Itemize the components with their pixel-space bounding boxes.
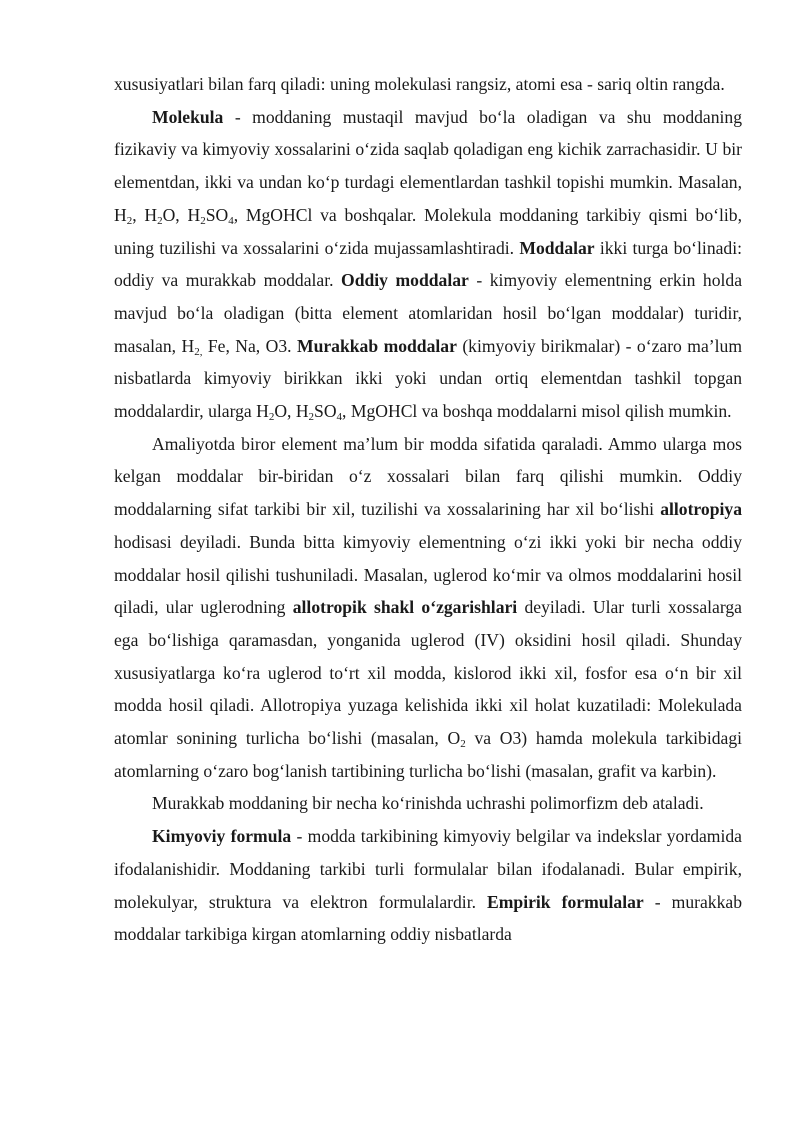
text-run: SO [314, 401, 337, 422]
bold-term: Moddalar [519, 237, 595, 258]
text-run: Amaliyotda biror element ma’lum bir modda sifatida qaraladi. Ammo ularga mos kelgan moddalar bir-biridan oʻz xossalari bilan farq qilishi mumkin. Oddiy moddalarning sifat tarkibi bir xil, tuzilishi va xossalarining har xil boʻlishi [114, 433, 742, 520]
text-run: ikki turga boʻlinadi: oddiy va murakkab moddalar. [114, 237, 742, 291]
text-run: - murakkab moddalar tarkibiga kirgan atomlarning oddiy nisbatlarda [114, 891, 742, 945]
bold-term: allotropik shakl oʻzgarishlari [292, 597, 518, 618]
bold-term: Kimyoviy formula [152, 826, 292, 847]
text-run: , MgOHCl va boshqa moddalarni misol qilish mumkin. [342, 401, 732, 422]
bold-term: Molekula [152, 106, 224, 127]
document-page [114, 68, 742, 951]
subscript: 4 [228, 214, 234, 227]
text-run: - moddaning mustaqil mavjud boʻla oladigan va shu moddaning fizikaviy va kimyoviy xossalarini oʻzida saqlab qoladigan eng kichik zarrachasidir. U bir elementdan, ikki va undan koʻp turdagi elementlardan tashkil topishi mumkin. Masalan, H [114, 106, 742, 225]
text-run: - modda tarkibining kimyoviy belgilar va indekslar yordamida ifodalanishidir. Moddaning tarkibi turli formulalar bilan ifodalanadi. Bular empirik, molekulyar, struktura va elektron formulalardir. [114, 826, 742, 912]
subscript: 4 [336, 411, 343, 424]
bold-term: Murakkab moddalar [296, 335, 457, 356]
text-run: hodisasi deyiladi. Bunda bitta kimyoviy elementning oʻzi ikki yoki bir necha oddiy moddalar hosil qilishi tushuniladi. Masalan, uglerod koʻmir va olmos moddalarini hosil qiladi, ular uglerodning [114, 531, 742, 618]
bold-term: Oddiy moddalar [341, 270, 469, 291]
paragraph-molekula [114, 101, 742, 428]
paragraph-polimorfizm [114, 787, 742, 820]
text-run: Fe, Na, O3. [202, 335, 297, 356]
text-run: xususiyatlari bilan farq qiladi: uning molekulasi rangsiz, atomi esa - sariq oltin rangda. [114, 74, 725, 94]
text-run: - kimyoviy elementning erkin holda mavjud boʻla oladigan (bitta element atomlaridan hosil boʻlgan moddalar) turidir, masalan, H [114, 270, 742, 356]
text-run: , MgOHCl va boshqalar. Molekula moddaning tarkibiy qismi boʻlib, uning tuzilishi va xossalarini oʻzida mujassamlashtiradi. [114, 204, 742, 258]
paragraph-kimyoviy-formula [114, 820, 742, 951]
text-run: deyiladi. Ular turli xossalarga ega boʻlishiga qaramasdan, yonganida uglerod (IV) oksidini hosil qiladi. Shunday xususiyatlarga koʻra uglerod toʻrt xil modda, kislorod ikki xil, fosfor esa oʻn bir xil modda hosil qiladi. Allotropiya yuzaga kelishida ikki xil holat kuzatiladi: Molekulada atomlar sonining turlicha boʻlishi (masalan, O [114, 597, 742, 749]
subscript: 2 [308, 411, 315, 424]
subscript: 2 [460, 738, 466, 751]
subscript: 2 [157, 214, 163, 227]
paragraph-continuation [114, 68, 742, 101]
paragraph-allotropiya [114, 428, 742, 788]
bold-term: allotropiya [660, 499, 742, 520]
subscript: 2 [126, 214, 133, 227]
text-run: O, H [274, 401, 309, 422]
text-run: va O3) hamda molekula tarkibidagi atomlarning oʻzaro bogʻlanish tartibining turlicha boʻlishi (masalan, grafit va karbin). [114, 728, 743, 781]
subscript: 2, [194, 345, 203, 358]
text-run: SO [205, 204, 229, 225]
text-run: (kimyoviy birikmalar) - oʻzaro ma’lum nisbatlarda kimyoviy birikkan ikki yoki undan ortiq elementdan tashkil topgan moddalardir, ularga H [114, 335, 743, 422]
subscript: 2 [268, 411, 275, 424]
text-run: , H [132, 204, 158, 225]
bold-term: Empirik formulalar [487, 891, 644, 912]
subscript: 2 [200, 214, 206, 227]
text-run: Murakkab moddaning bir necha koʻrinishda uchrashi polimorfizm deb ataladi. [152, 793, 704, 814]
text-run: O, H [162, 204, 201, 225]
